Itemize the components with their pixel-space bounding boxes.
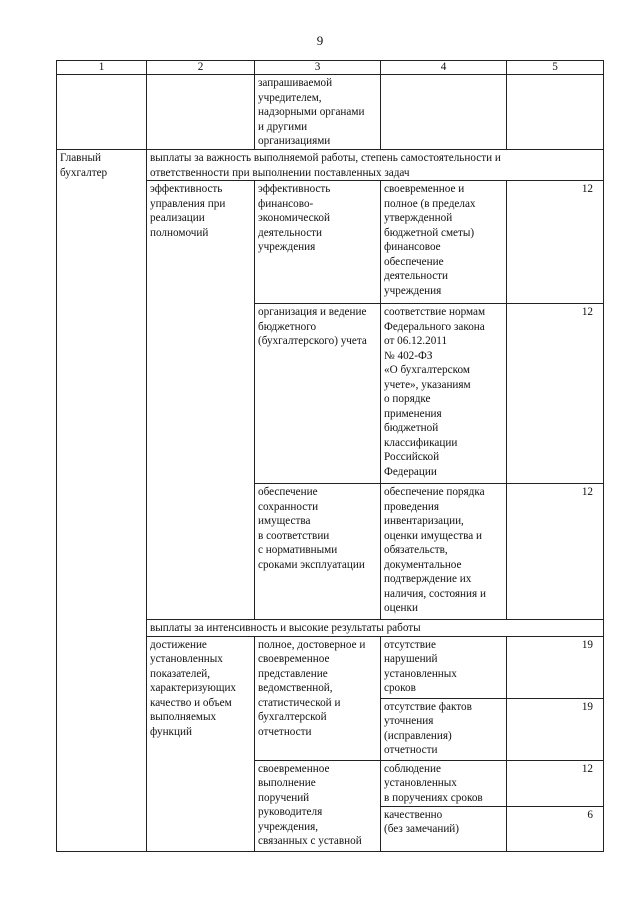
indicator-cell: запрашиваемой учредителем, надзорными органами и другими организациями (255, 75, 381, 150)
criterion-cell: достижение установленных показателей, характеризующих качество и объем выполняемых функций (147, 636, 255, 851)
indicator-cell: организация и ведение бюджетного (бухгалтерского) учета (255, 304, 381, 484)
indicator-cell: эффективность финансово- экономической деятельности учреждения (255, 181, 381, 304)
condition-cell: отсутствие нарушений установленных сроков (381, 636, 507, 698)
section-header-row (57, 150, 604, 181)
points-cell: 6 (507, 806, 604, 851)
cell-empty (147, 75, 255, 150)
indicator-cell: обеспечение сохранности имущества в соответствии с нормативными сроками эксплуатации (255, 484, 381, 620)
position-cell: Главный бухгалтер (57, 150, 147, 852)
column-header-3: 3 (255, 61, 381, 75)
points-cell: 19 (507, 698, 604, 760)
indicator-cell: полное, достоверное и своевременное представление ведомственной, статистической и бухгалтерской отчетности (255, 636, 381, 760)
column-header-2: 2 (147, 61, 255, 75)
points-cell: 12 (507, 760, 604, 806)
points-cell: 12 (507, 484, 604, 620)
points-cell: 19 (507, 636, 604, 698)
page-number: 9 (316, 33, 324, 48)
condition-cell: соблюдение установленных в поручениях сроков (381, 760, 507, 806)
points-cell: 12 (507, 181, 604, 304)
table-header-row (57, 61, 604, 75)
cell-empty (57, 75, 147, 150)
condition-cell: соответствие нормам Федерального закона от 06.12.2011 № 402-ФЗ «О бухгалтерском учете», указаниям о порядке применения бюджетной классификации Российской Федерации (381, 304, 507, 484)
column-header-5: 5 (507, 61, 604, 75)
cell-empty (507, 75, 604, 150)
condition-cell: своевременное и полное (в пределах утвержденной бюджетной сметы) финансовое обеспечение деятельности учреждения (381, 181, 507, 304)
column-header-4: 4 (381, 61, 507, 75)
section-title: выплаты за интенсивность и высокие результаты работы (147, 620, 604, 637)
condition-cell: обеспечение порядка проведения инвентаризации, оценки имущества и обязательств, документальное подтверждение их наличия, состояния и оценки (381, 484, 507, 620)
criterion-cell: эффективность управления при реализации полномочий (147, 181, 255, 620)
condition-cell: качественно (без замечаний) (381, 806, 507, 851)
section-title: выплаты за важность выполняемой работы, степень самостоятельности и ответственности при выполнении поставленных задач (147, 150, 604, 181)
condition-cell: отсутствие фактов уточнения (исправления) отчетности (381, 698, 507, 760)
indicator-cell: своевременное выполнение поручений руководителя учреждения, связанных с уставной (255, 760, 381, 851)
points-cell: 12 (507, 304, 604, 484)
bonus-criteria-table (56, 60, 604, 852)
cell-empty (381, 75, 507, 150)
column-header-1: 1 (57, 61, 147, 75)
table-row (57, 75, 604, 150)
